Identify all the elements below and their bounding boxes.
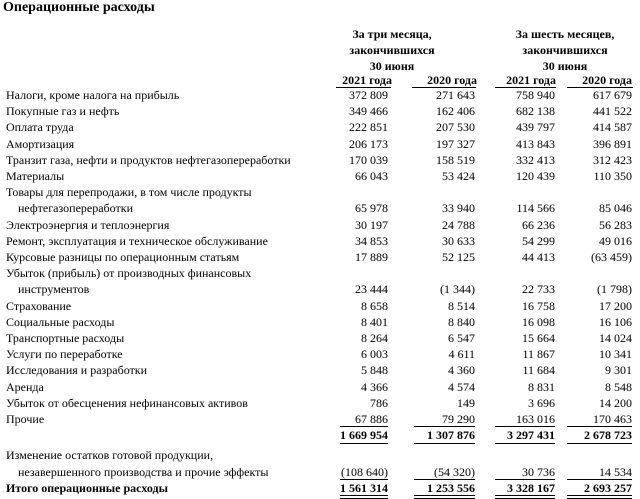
row-value-col3: 8 831 — [528, 379, 555, 394]
row-label: Прочие — [6, 412, 45, 426]
row-value-col3: 682 138 — [516, 104, 555, 119]
row-value-col3: 54 299 — [522, 233, 555, 248]
year-header-col4: 2020 года — [582, 73, 632, 87]
row-value-col1: 67 886 — [355, 412, 388, 426]
header-group-three-months — [330, 26, 454, 74]
table-row — [0, 184, 640, 216]
table-row — [0, 395, 640, 411]
row-value-col3: 15 664 — [522, 331, 555, 345]
table-row — [0, 298, 640, 314]
row-value-col4: 110 350 — [593, 169, 632, 183]
header-group2-line1: За шесть месяцев, — [515, 27, 615, 41]
row-value-col4: 10 341 — [599, 347, 632, 362]
row-value-col4: 414 587 — [593, 120, 632, 135]
double-underline — [340, 495, 388, 499]
header-group2-line3: 30 июня — [542, 59, 588, 73]
row-value-col3: 44 413 — [522, 250, 555, 264]
table-row — [0, 233, 640, 249]
row-value-col2: (54 320) — [434, 464, 475, 479]
row-value-col3: 413 843 — [516, 136, 555, 151]
row-value-col1: 372 809 — [349, 88, 388, 102]
row-label: Ремонт, эксплуатация и техническое обслуживание — [6, 233, 268, 248]
header-group2-line2: закончившихся — [522, 43, 608, 57]
table-row — [0, 168, 640, 184]
row-value-col1: 8 264 — [361, 331, 388, 345]
row-value-col2: 4 611 — [448, 347, 475, 362]
year-header-col3: 2021 года — [506, 73, 556, 87]
row-value-col3: 22 733 — [522, 282, 555, 297]
inventory-change-row — [0, 447, 640, 479]
row-value-col1: 4 366 — [361, 379, 388, 394]
row-value-col2: 197 327 — [436, 136, 475, 151]
table-row — [0, 346, 640, 362]
double-underline — [567, 495, 632, 499]
row-value-col1: 34 853 — [355, 233, 388, 248]
row-label: Услуги по переработке — [6, 347, 123, 362]
row-value-col2: 1 307 876 — [427, 428, 475, 443]
row-label: Оплата труда — [6, 120, 74, 135]
row-label: Социальные расходы — [6, 314, 115, 329]
double-underline — [414, 495, 475, 499]
row-value-col2: 52 125 — [442, 250, 475, 264]
table-row — [0, 265, 640, 297]
row-label: Убыток (прибыль) от производных финансовых — [6, 266, 252, 281]
row-value-col2: 8 514 — [448, 298, 475, 313]
row-value-col4: 8 548 — [605, 379, 632, 394]
row-value-col2: 271 643 — [436, 88, 475, 102]
year-header-col1: 2021 года — [342, 73, 392, 87]
table-row — [0, 87, 640, 103]
header-group1-line2: закончившихся — [349, 43, 435, 57]
row-value-col1: 8 658 — [361, 298, 388, 313]
row-value-col3: 120 439 — [516, 169, 555, 183]
row-value-col1: 1 669 954 — [340, 428, 388, 443]
page-title: Операционные расходы — [3, 0, 155, 15]
row-value-col3: 16 758 — [522, 298, 555, 313]
row-value-col1: 8 401 — [361, 314, 388, 329]
sum-underline — [567, 443, 632, 444]
sum-underline — [495, 443, 555, 444]
row-value-col2: 24 788 — [442, 217, 475, 232]
row-value-col4: 2 678 723 — [584, 428, 632, 443]
total-value-col2: 1 253 556 — [427, 480, 475, 495]
row-value-col1: 6 003 — [361, 347, 388, 362]
row-value-col2: 162 406 — [436, 104, 475, 119]
row-label: Аренда — [6, 379, 44, 394]
table-row — [0, 362, 640, 378]
row-value-col3: 66 236 — [522, 217, 555, 232]
table-row — [0, 379, 640, 395]
year-header-col2: 2020 года — [427, 73, 477, 87]
row-value-col3: 332 413 — [516, 152, 555, 167]
row-value-col4: (63 459) — [591, 250, 632, 264]
subtotal-row — [0, 427, 640, 443]
row-label: Товары для перепродажи, в том числе продукты — [6, 185, 252, 200]
row-value-col4: 396 891 — [593, 136, 632, 151]
table-row — [0, 411, 640, 427]
row-value-col4: 85 046 — [599, 201, 632, 216]
row-value-col3: 114 566 — [516, 201, 555, 216]
row-value-col1: 5 848 — [361, 363, 388, 378]
total-value-col3: 3 328 167 — [507, 480, 555, 495]
row-label: Электроэнергия и теплоэнергия — [6, 217, 170, 232]
row-value-col1: 17 889 — [355, 250, 388, 264]
row-label: Убыток от обесценения нефинансовых активов — [6, 395, 248, 410]
table-row — [0, 217, 640, 233]
row-label: Материалы — [6, 169, 65, 183]
row-value-col4: 56 283 — [599, 217, 632, 232]
row-label: Транспортные расходы — [6, 331, 125, 345]
row-value-col3: 16 098 — [522, 314, 555, 329]
row-value-col1: 170 039 — [349, 152, 388, 167]
row-label: нефтегазопереработки — [18, 201, 134, 216]
row-value-col1: 349 466 — [349, 104, 388, 119]
row-value-col2: 30 633 — [442, 233, 475, 248]
row-value-col3: 11 867 — [522, 347, 555, 362]
total-value-col4: 2 693 257 — [584, 480, 632, 495]
row-value-col4: 16 106 — [599, 314, 632, 329]
total-value-col1: 1 561 314 — [340, 480, 388, 495]
row-value-col3: 3 297 431 — [507, 428, 555, 443]
row-value-col2: 4 360 — [448, 363, 475, 378]
header-group-six-months — [498, 26, 632, 74]
row-value-col4: (1 798) — [597, 282, 632, 297]
row-label: Налоги, кроме налога на прибыль — [6, 88, 180, 102]
row-value-col3: 30 736 — [522, 464, 555, 479]
row-value-col2: 6 547 — [448, 331, 475, 345]
table-row — [0, 103, 640, 119]
sum-underline — [414, 443, 475, 444]
row-value-col2: 79 290 — [442, 412, 475, 426]
row-value-col2: 53 424 — [442, 169, 475, 183]
row-value-col2: 149 — [457, 395, 475, 410]
row-value-col2: 33 940 — [442, 201, 475, 216]
row-value-col1: 786 — [370, 395, 388, 410]
row-value-col4: 617 679 — [593, 88, 632, 102]
table-row — [0, 119, 640, 135]
row-value-col4: 14 534 — [599, 464, 632, 479]
row-value-col1: (108 640) — [341, 464, 388, 479]
row-label: Амортизация — [6, 136, 75, 151]
double-underline — [495, 495, 555, 499]
row-value-col4: 170 463 — [593, 412, 632, 426]
row-value-col4: 14 024 — [599, 331, 632, 345]
row-label: незавершенного производства и прочие эффекты — [18, 464, 269, 479]
row-value-col1: 65 978 — [355, 201, 388, 216]
row-label: Страхование — [6, 298, 72, 313]
row-value-col4: 49 016 — [599, 233, 632, 248]
table-row — [0, 249, 640, 265]
row-value-col2: 158 519 — [436, 152, 475, 167]
row-value-col3: 3 696 — [528, 395, 555, 410]
row-value-col1: 222 851 — [349, 120, 388, 135]
row-label: Курсовые разницы по операционным статьям — [6, 250, 240, 264]
table-row — [0, 314, 640, 330]
header-group1-line1: За три месяца, — [352, 27, 432, 41]
row-value-col4: 9 301 — [605, 363, 632, 378]
row-value-col2: 207 530 — [436, 120, 475, 135]
table-row — [0, 136, 640, 152]
row-label: Транзит газа, нефти и продуктов нефтегазопереработки — [6, 152, 291, 167]
table-row — [0, 152, 640, 168]
row-label: Покупные газ и нефть — [6, 104, 120, 119]
sum-underline — [340, 443, 388, 444]
row-label: Исследования и разработки — [6, 363, 148, 378]
row-value-col3: 439 797 — [516, 120, 555, 135]
row-label: инструментов — [18, 282, 90, 297]
row-value-col4: 14 200 — [599, 395, 632, 410]
row-value-col4: 17 200 — [599, 298, 632, 313]
header-group1-line3: 30 июня — [369, 59, 415, 73]
row-value-col1: 23 444 — [355, 282, 388, 297]
row-label: Изменение остатков готовой продукции, — [6, 448, 214, 463]
total-label: Итого операционные расходы — [6, 480, 168, 495]
row-value-col2: 4 574 — [448, 379, 475, 394]
row-value-col1: 206 173 — [349, 136, 388, 151]
row-value-col1: 66 043 — [355, 169, 388, 183]
row-value-col4: 312 423 — [593, 152, 632, 167]
table-row — [0, 330, 640, 346]
row-value-col4: 441 522 — [593, 104, 632, 119]
row-value-col1: 30 197 — [355, 217, 388, 232]
row-value-col2: (1 344) — [440, 282, 475, 297]
row-value-col3: 758 940 — [516, 88, 555, 102]
row-value-col3: 11 684 — [522, 363, 555, 378]
row-value-col3: 163 016 — [516, 412, 555, 426]
row-value-col2: 8 840 — [448, 314, 475, 329]
